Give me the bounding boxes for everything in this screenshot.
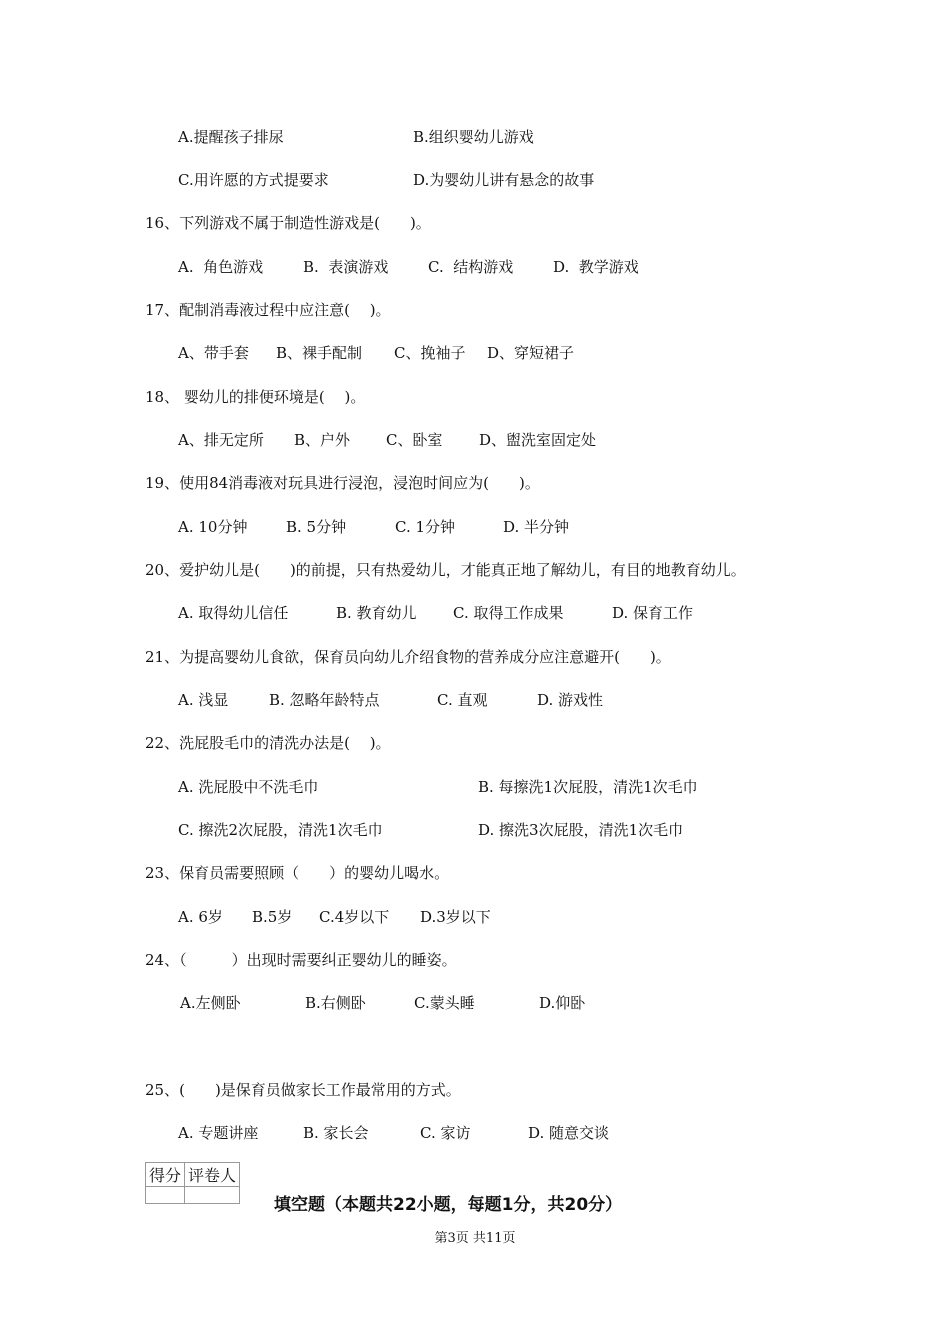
question-19: 19、使用84消毒液对玩具进行浸泡，浸泡时间应为( )。 [145,474,540,492]
q21-option-d: D. 游戏性 [537,691,604,709]
option-d: D.为婴幼儿讲有悬念的故事 [413,171,595,189]
question-25: 25、( )是保育员做家长工作最常用的方式。 [145,1081,461,1099]
q25-option-d: D. 随意交谈 [528,1124,610,1142]
q16-option-d: D. 教学游戏 [553,258,639,276]
q19-option-c: C. 1分钟 [395,518,456,536]
question-24: 24、（ ）出现时需要纠正婴幼儿的睡姿。 [145,951,457,969]
option-a: A.提醒孩子排尿 [178,128,284,146]
q16-option-a: A. 角色游戏 [178,258,264,276]
grader-header: 评卷人 [185,1163,240,1187]
q20-option-b: B. 教育幼儿 [336,604,417,622]
q20-option-d: D. 保育工作 [612,604,694,622]
q17-option-a: A、带手套 [178,344,249,362]
q16-option-b: B. 表演游戏 [303,258,389,276]
section-title: 填空题（本题共22小题，每题1分，共20分） [274,1195,623,1215]
q19-option-d: D. 半分钟 [503,518,570,536]
q18-option-b: B、户外 [294,431,351,449]
q20-option-a: A. 取得幼儿信任 [178,604,289,622]
question-23: 23、保育员需要照顾（ ）的婴幼儿喝水。 [145,864,450,882]
q18-option-a: A、排无定所 [178,431,264,449]
score-cell[interactable] [146,1187,185,1204]
q22-option-d: D. 擦洗3次屁股，清洗1次毛巾 [478,821,684,839]
q23-option-c: C.4岁以下 [319,908,390,926]
q21-option-a: A. 浅显 [178,691,229,709]
q23-option-a: A. 6岁 [178,908,223,926]
q19-option-a: A. 10分钟 [178,518,248,536]
question-17: 17、配制消毒液过程中应注意( )。 [145,301,391,319]
question-20: 20、爱护幼儿是( )的前提，只有热爱幼儿，才能真正地了解幼儿，有目的地教育幼儿。 [145,561,746,579]
q17-option-d: D、穿短裙子 [487,344,575,362]
q23-option-d: D.3岁以下 [420,908,491,926]
page-footer: 第3页 共11页 [434,1231,516,1246]
score-header: 得分 [146,1163,185,1187]
q24-option-d: D.仰卧 [539,994,586,1012]
score-table [145,1162,240,1204]
question-16: 16、下列游戏不属于制造性游戏是( )。 [145,214,431,232]
q20-option-c: C. 取得工作成果 [453,604,564,622]
q19-option-b: B. 5分钟 [286,518,347,536]
option-c: C.用许愿的方式提要求 [178,171,329,189]
grader-cell[interactable] [185,1187,240,1204]
q25-option-a: A. 专题讲座 [178,1124,259,1142]
q22-option-a: A. 洗屁股中不洗毛巾 [178,778,319,796]
q22-option-b: B. 每擦洗1次屁股，清洗1次毛巾 [478,778,698,796]
option-b: B.组织婴幼儿游戏 [413,128,534,146]
q21-option-b: B. 忽略年龄特点 [269,691,380,709]
q25-option-c: C. 家访 [420,1124,471,1142]
q17-option-c: C、挽袖子 [394,344,466,362]
q21-option-c: C. 直观 [437,691,488,709]
q24-option-b: B.右侧卧 [305,994,366,1012]
q25-option-b: B. 家长会 [303,1124,369,1142]
q16-option-c: C. 结构游戏 [428,258,514,276]
question-18: 18、 婴幼儿的排便环境是( )。 [145,388,366,406]
q18-option-d: D、盥洗室固定处 [479,431,597,449]
q17-option-b: B、裸手配制 [276,344,363,362]
q24-option-c: C.蒙头睡 [414,994,475,1012]
q22-option-c: C. 擦洗2次屁股，清洗1次毛巾 [178,821,383,839]
question-21: 21、为提高婴幼儿食欲，保育员向幼儿介绍食物的营养成分应注意避开( )。 [145,648,671,666]
question-22: 22、洗屁股毛巾的清洗办法是( )。 [145,734,391,752]
q24-option-a: A.左侧卧 [180,994,241,1012]
q18-option-c: C、卧室 [386,431,443,449]
q23-option-b: B.5岁 [252,908,293,926]
